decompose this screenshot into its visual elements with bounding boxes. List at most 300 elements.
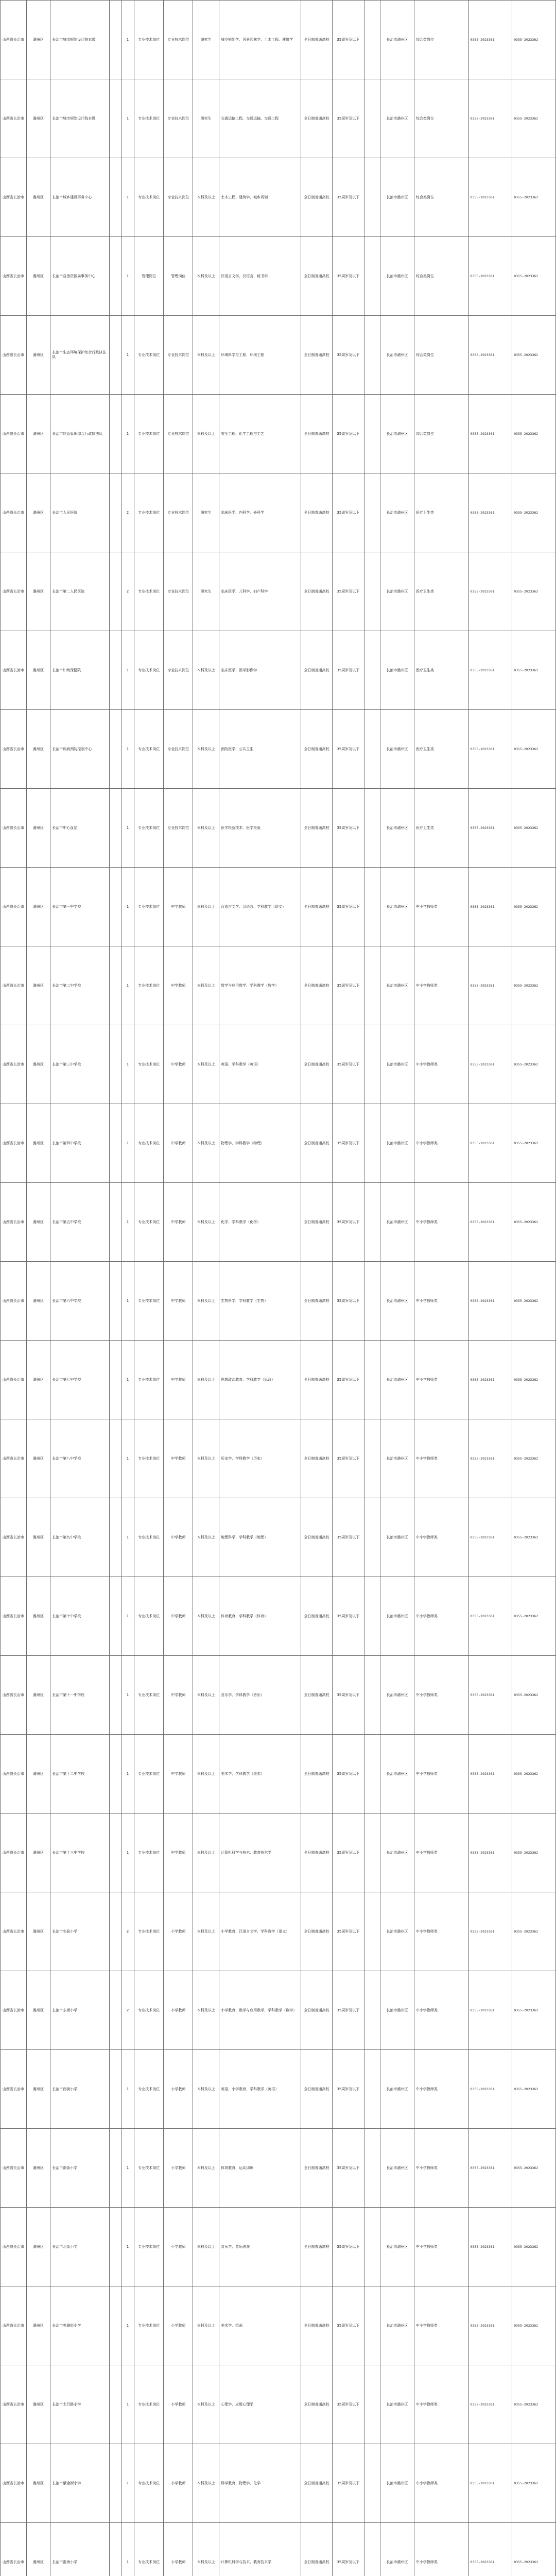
blank-cell (109, 789, 121, 868)
major-cell: 心理学、应用心理学 (219, 2365, 301, 2444)
education-cell: 本科及以上 (193, 1656, 219, 1735)
province-cell: 山西省长治市 (1, 789, 27, 868)
blank-cell (109, 2129, 121, 2208)
table-body (1, 1, 556, 2576)
major-cell: 小学教育、数学与应用数学、学科教学（数学） (219, 1971, 301, 2050)
headcount-cell: 2 (121, 473, 134, 552)
education-cell: 本科及以上 (193, 1262, 219, 1341)
phone-cell: 0355-2023361 (468, 552, 512, 631)
phone-cell: 0355-2023361 (468, 1025, 512, 1104)
table-row (1, 1341, 556, 1419)
note-cell (364, 1656, 380, 1735)
category-cell: 中小学教师类 (414, 868, 468, 946)
education-cell: 研究生 (193, 1, 219, 79)
school-type-cell: 全日制普通高校 (301, 1892, 332, 1971)
school-type-cell: 全日制普通高校 (301, 473, 332, 552)
fax-cell: 0355-2023362 (512, 395, 556, 473)
post-name-cell: 小学教师 (164, 1971, 193, 2050)
education-cell: 本科及以上 (193, 2523, 219, 2576)
post-name-cell: 小学教师 (164, 2444, 193, 2523)
headcount-cell: 1 (121, 789, 134, 868)
phone-cell: 0355-2023361 (468, 946, 512, 1025)
post-type-cell: 专业技术岗位 (134, 1, 164, 79)
unit-cell: 长治市第十一中学校 (50, 1656, 109, 1735)
age-cell: 35周岁及以下 (333, 1814, 364, 1892)
age-cell: 35周岁及以下 (333, 1656, 364, 1735)
unit-cell: 长治市第八中学校 (50, 1419, 109, 1498)
major-cell: 物理学、学科教学（物理） (219, 1104, 301, 1183)
post-name-cell: 小学教师 (164, 2208, 193, 2286)
table-row (1, 1971, 556, 2050)
fax-cell: 0355-2023362 (512, 158, 556, 237)
note-cell (364, 1971, 380, 2050)
major-cell: 土木工程、建筑学、城乡规划 (219, 158, 301, 237)
post-type-cell: 专业技术岗位 (134, 1183, 164, 1262)
headcount-cell: 2 (121, 552, 134, 631)
note-cell (364, 79, 380, 158)
blank-cell (109, 946, 121, 1025)
post-name-cell: 专业技术岗位 (164, 710, 193, 789)
category-cell: 中小学教师类 (414, 1656, 468, 1735)
category-cell: 中小学教师类 (414, 2129, 468, 2208)
age-cell: 35周岁及以下 (333, 2208, 364, 2286)
phone-cell: 0355-2023361 (468, 237, 512, 316)
phone-cell: 0355-2023361 (468, 473, 512, 552)
table-row (1, 237, 556, 316)
education-cell: 本科及以上 (193, 1419, 219, 1498)
education-cell: 研究生 (193, 473, 219, 552)
note-cell (364, 1735, 380, 1814)
location-cell: 长治市潞州区 (380, 789, 414, 868)
school-type-cell: 全日制普通高校 (301, 1262, 332, 1341)
category-cell: 综合类岗位 (414, 79, 468, 158)
fax-cell: 0355-2023362 (512, 473, 556, 552)
unit-cell: 长治市第七中学校 (50, 1341, 109, 1419)
school-type-cell: 全日制普通高校 (301, 1419, 332, 1498)
phone-cell: 0355-2023361 (468, 1262, 512, 1341)
table-row (1, 946, 556, 1025)
phone-cell: 0355-2023361 (468, 1183, 512, 1262)
school-type-cell: 全日制普通高校 (301, 789, 332, 868)
fax-cell: 0355-2023362 (512, 1971, 556, 2050)
headcount-cell: 2 (121, 1971, 134, 2050)
major-cell: 音乐学、学科教学（音乐） (219, 1656, 301, 1735)
table-row (1, 1814, 556, 1892)
note-cell (364, 1, 380, 79)
phone-cell: 0355-2023361 (468, 1, 512, 79)
blank-cell (109, 1183, 121, 1262)
district-cell: 潞州区 (26, 2129, 50, 2208)
education-cell: 本科及以上 (193, 946, 219, 1025)
fax-cell: 0355-2023362 (512, 1183, 556, 1262)
table-row (1, 1735, 556, 1814)
category-cell: 综合类岗位 (414, 158, 468, 237)
category-cell: 中小学教师类 (414, 1498, 468, 1577)
headcount-cell: 1 (121, 2050, 134, 2129)
province-cell: 山西省长治市 (1, 2444, 27, 2523)
location-cell: 长治市潞州区 (380, 473, 414, 552)
category-cell: 中小学教师类 (414, 1892, 468, 1971)
fax-cell: 0355-2023362 (512, 2208, 556, 2286)
post-type-cell: 专业技术岗位 (134, 79, 164, 158)
post-name-cell: 专业技术岗位 (164, 789, 193, 868)
blank-cell (109, 2208, 121, 2286)
province-cell: 山西省长治市 (1, 395, 27, 473)
fax-cell: 0355-2023362 (512, 1892, 556, 1971)
location-cell: 长治市潞州区 (380, 237, 414, 316)
fax-cell: 0355-2023362 (512, 2365, 556, 2444)
education-cell: 本科及以上 (193, 1498, 219, 1577)
location-cell: 长治市潞州区 (380, 1498, 414, 1577)
note-cell (364, 1577, 380, 1656)
major-cell: 安全工程、化学工程与工艺 (219, 395, 301, 473)
location-cell: 长治市潞州区 (380, 868, 414, 946)
unit-cell: 长治市第十二中学校 (50, 1735, 109, 1814)
age-cell: 35周岁及以下 (333, 2286, 364, 2365)
post-name-cell: 中学教师 (164, 1104, 193, 1183)
major-cell: 美术学、绘画 (219, 2286, 301, 2365)
headcount-cell: 1 (121, 868, 134, 946)
note-cell (364, 2286, 380, 2365)
category-cell: 中小学教师类 (414, 946, 468, 1025)
school-type-cell: 全日制普通高校 (301, 237, 332, 316)
district-cell: 潞州区 (26, 158, 50, 237)
phone-cell: 0355-2023361 (468, 1656, 512, 1735)
unit-cell: 长治市第十三中学校 (50, 1814, 109, 1892)
blank-cell (109, 1341, 121, 1419)
education-cell: 本科及以上 (193, 1971, 219, 2050)
blank-cell (109, 316, 121, 395)
note-cell (364, 1892, 380, 1971)
district-cell: 潞州区 (26, 2050, 50, 2129)
education-cell: 本科及以上 (193, 2050, 219, 2129)
post-name-cell: 中学教师 (164, 868, 193, 946)
table-row (1, 2129, 556, 2208)
blank-cell (109, 1971, 121, 2050)
note-cell (364, 2129, 380, 2208)
headcount-cell: 2 (121, 1892, 134, 1971)
unit-cell: 长治市中心血站 (50, 789, 109, 868)
fax-cell: 0355-2023362 (512, 1025, 556, 1104)
category-cell: 中小学教师类 (414, 1971, 468, 2050)
fax-cell: 0355-2023362 (512, 2523, 556, 2576)
category-cell: 中小学教师类 (414, 2208, 468, 2286)
major-cell: 历史学、学科教学（历史） (219, 1419, 301, 1498)
location-cell: 长治市潞州区 (380, 1341, 414, 1419)
headcount-cell: 1 (121, 1183, 134, 1262)
headcount-cell: 1 (121, 2444, 134, 2523)
district-cell: 潞州区 (26, 1971, 50, 2050)
headcount-cell: 1 (121, 158, 134, 237)
headcount-cell: 1 (121, 2208, 134, 2286)
district-cell: 潞州区 (26, 631, 50, 710)
age-cell: 35周岁及以下 (333, 789, 364, 868)
age-cell: 35周岁及以下 (333, 473, 364, 552)
province-cell: 山西省长治市 (1, 1104, 27, 1183)
location-cell: 长治市潞州区 (380, 1104, 414, 1183)
province-cell: 山西省长治市 (1, 2365, 27, 2444)
post-name-cell: 小学教师 (164, 1892, 193, 1971)
school-type-cell: 全日制普通高校 (301, 395, 332, 473)
category-cell: 中小学教师类 (414, 1814, 468, 1892)
category-cell: 中小学教师类 (414, 1104, 468, 1183)
age-cell: 35周岁及以下 (333, 2365, 364, 2444)
district-cell: 潞州区 (26, 79, 50, 158)
major-cell: 城乡规划学、风景园林学、土木工程、建筑学 (219, 1, 301, 79)
headcount-cell: 1 (121, 710, 134, 789)
location-cell: 长治市潞州区 (380, 1971, 414, 2050)
province-cell: 山西省长治市 (1, 1814, 27, 1892)
category-cell: 中小学教师类 (414, 1577, 468, 1656)
school-type-cell: 全日制普通高校 (301, 2129, 332, 2208)
phone-cell: 0355-2023361 (468, 631, 512, 710)
note-cell (364, 2208, 380, 2286)
district-cell: 潞州区 (26, 1892, 50, 1971)
post-type-cell: 专业技术岗位 (134, 2208, 164, 2286)
education-cell: 本科及以上 (193, 1814, 219, 1892)
note-cell (364, 2050, 380, 2129)
location-cell: 长治市潞州区 (380, 79, 414, 158)
location-cell: 长治市潞州区 (380, 1419, 414, 1498)
note-cell (364, 1341, 380, 1419)
note-cell (364, 552, 380, 631)
blank-cell (109, 2365, 121, 2444)
headcount-cell: 1 (121, 79, 134, 158)
major-cell: 科学教育、物理学、化学 (219, 2444, 301, 2523)
school-type-cell: 全日制普通高校 (301, 1735, 332, 1814)
district-cell: 潞州区 (26, 1341, 50, 1419)
major-cell: 音乐学、音乐表演 (219, 2208, 301, 2286)
province-cell: 山西省长治市 (1, 316, 27, 395)
table-row (1, 158, 556, 237)
school-type-cell: 全日制普通高校 (301, 2286, 332, 2365)
age-cell: 35周岁及以下 (333, 79, 364, 158)
blank-cell (109, 1025, 121, 1104)
education-cell: 本科及以上 (193, 1104, 219, 1183)
post-type-cell: 管理岗位 (134, 237, 164, 316)
blank-cell (109, 552, 121, 631)
fax-cell: 0355-2023362 (512, 1262, 556, 1341)
headcount-cell: 1 (121, 946, 134, 1025)
note-cell (364, 2365, 380, 2444)
category-cell: 中小学教师类 (414, 2050, 468, 2129)
headcount-cell: 1 (121, 1104, 134, 1183)
post-name-cell: 专业技术岗位 (164, 316, 193, 395)
major-cell: 计算机科学与技术、教育技术学 (219, 2523, 301, 2576)
age-cell: 35周岁及以下 (333, 1577, 364, 1656)
unit-cell: 长治市英雄街小学 (50, 2286, 109, 2365)
unit-cell: 长治市紫金街小学 (50, 2444, 109, 2523)
district-cell: 潞州区 (26, 1, 50, 79)
fax-cell: 0355-2023362 (512, 1814, 556, 1892)
age-cell: 35周岁及以下 (333, 631, 364, 710)
category-cell: 中小学教师类 (414, 2286, 468, 2365)
table-row (1, 710, 556, 789)
unit-cell: 长治市第六中学校 (50, 1262, 109, 1341)
major-cell: 医学检验技术、医学检验 (219, 789, 301, 868)
education-cell: 本科及以上 (193, 1183, 219, 1262)
category-cell: 中小学教师类 (414, 2444, 468, 2523)
district-cell: 潞州区 (26, 1735, 50, 1814)
phone-cell: 0355-2023361 (468, 2286, 512, 2365)
fax-cell: 0355-2023362 (512, 789, 556, 868)
note-cell (364, 158, 380, 237)
category-cell: 医疗卫生类 (414, 473, 468, 552)
unit-cell: 长治市城乡建设事务中心 (50, 158, 109, 237)
province-cell: 山西省长治市 (1, 631, 27, 710)
major-cell: 汉语言文学、汉语言、学科教学（语文） (219, 868, 301, 946)
post-name-cell: 小学教师 (164, 2365, 193, 2444)
province-cell: 山西省长治市 (1, 2208, 27, 2286)
location-cell: 长治市潞州区 (380, 1262, 414, 1341)
school-type-cell: 全日制普通高校 (301, 1341, 332, 1419)
table-row (1, 2286, 556, 2365)
school-type-cell: 全日制普通高校 (301, 631, 332, 710)
post-name-cell: 专业技术岗位 (164, 79, 193, 158)
blank-cell (109, 1656, 121, 1735)
post-name-cell: 中学教师 (164, 946, 193, 1025)
province-cell: 山西省长治市 (1, 552, 27, 631)
post-type-cell: 专业技术岗位 (134, 2523, 164, 2576)
post-type-cell: 专业技术岗位 (134, 1025, 164, 1104)
province-cell: 山西省长治市 (1, 1183, 27, 1262)
unit-cell: 长治市第五中学校 (50, 1183, 109, 1262)
post-type-cell: 专业技术岗位 (134, 1498, 164, 1577)
school-type-cell: 全日制普通高校 (301, 316, 332, 395)
province-cell: 山西省长治市 (1, 1262, 27, 1341)
fax-cell: 0355-2023362 (512, 237, 556, 316)
blank-cell (109, 2050, 121, 2129)
district-cell: 潞州区 (26, 710, 50, 789)
major-cell: 体育教育、学科教学（体育） (219, 1577, 301, 1656)
province-cell: 山西省长治市 (1, 158, 27, 237)
education-cell: 本科及以上 (193, 395, 219, 473)
fax-cell: 0355-2023362 (512, 1341, 556, 1419)
unit-cell: 长治市人民医院 (50, 473, 109, 552)
post-type-cell: 专业技术岗位 (134, 316, 164, 395)
blank-cell (109, 395, 121, 473)
phone-cell: 0355-2023361 (468, 1577, 512, 1656)
unit-cell: 长治市南街小学 (50, 2129, 109, 2208)
note-cell (364, 631, 380, 710)
fax-cell: 0355-2023362 (512, 710, 556, 789)
blank-cell (109, 1577, 121, 1656)
unit-cell: 长治市城市规划设计院本级 (50, 79, 109, 158)
province-cell: 山西省长治市 (1, 1971, 27, 2050)
post-name-cell: 中学教师 (164, 1498, 193, 1577)
school-type-cell: 全日制普通高校 (301, 79, 332, 158)
education-cell: 研究生 (193, 79, 219, 158)
post-name-cell: 专业技术岗位 (164, 395, 193, 473)
headcount-cell: 1 (121, 1025, 134, 1104)
location-cell: 长治市潞州区 (380, 2050, 414, 2129)
table-row (1, 552, 556, 631)
unit-cell: 长治市自然资源局事务中心 (50, 237, 109, 316)
location-cell: 长治市潞州区 (380, 552, 414, 631)
table-row (1, 1025, 556, 1104)
age-cell: 35周岁及以下 (333, 1262, 364, 1341)
post-type-cell: 专业技术岗位 (134, 395, 164, 473)
province-cell: 山西省长治市 (1, 2050, 27, 2129)
fax-cell: 0355-2023362 (512, 2286, 556, 2365)
major-cell: 体育教育、运动训练 (219, 2129, 301, 2208)
post-type-cell: 专业技术岗位 (134, 2365, 164, 2444)
province-cell: 山西省长治市 (1, 1341, 27, 1419)
fax-cell: 0355-2023362 (512, 2444, 556, 2523)
fax-cell: 0355-2023362 (512, 79, 556, 158)
major-cell: 生物科学、学科教学（生物） (219, 1262, 301, 1341)
age-cell: 35周岁及以下 (333, 237, 364, 316)
major-cell: 小学教育、汉语言文学、学科教学（语文） (219, 1892, 301, 1971)
education-cell: 本科及以上 (193, 1577, 219, 1656)
post-name-cell: 中学教师 (164, 1341, 193, 1419)
phone-cell: 0355-2023361 (468, 2365, 512, 2444)
phone-cell: 0355-2023361 (468, 2523, 512, 2576)
post-name-cell: 中学教师 (164, 1025, 193, 1104)
district-cell: 潞州区 (26, 395, 50, 473)
age-cell: 35周岁及以下 (333, 1892, 364, 1971)
province-cell: 山西省长治市 (1, 2286, 27, 2365)
category-cell: 中小学教师类 (414, 1262, 468, 1341)
post-name-cell: 专业技术岗位 (164, 631, 193, 710)
category-cell: 医疗卫生类 (414, 789, 468, 868)
table-row (1, 316, 556, 395)
blank-cell (109, 1419, 121, 1498)
note-cell (364, 316, 380, 395)
major-cell: 英语、学科教学（英语） (219, 1025, 301, 1104)
post-type-cell: 专业技术岗位 (134, 2286, 164, 2365)
location-cell: 长治市潞州区 (380, 2365, 414, 2444)
province-cell: 山西省长治市 (1, 1892, 27, 1971)
fax-cell: 0355-2023362 (512, 868, 556, 946)
district-cell: 潞州区 (26, 316, 50, 395)
district-cell: 潞州区 (26, 2208, 50, 2286)
major-cell: 英语、小学教育、学科教学（英语） (219, 2050, 301, 2129)
province-cell: 山西省长治市 (1, 237, 27, 316)
education-cell: 本科及以上 (193, 2365, 219, 2444)
age-cell: 35周岁及以下 (333, 1025, 364, 1104)
province-cell: 山西省长治市 (1, 2523, 27, 2576)
table-row (1, 1419, 556, 1498)
headcount-cell: 1 (121, 631, 134, 710)
fax-cell: 0355-2023362 (512, 2129, 556, 2208)
note-cell (364, 473, 380, 552)
unit-cell: 长治市生态环境保护综合行政执法队 (50, 316, 109, 395)
table-row (1, 2050, 556, 2129)
post-name-cell: 中学教师 (164, 1735, 193, 1814)
education-cell: 研究生 (193, 552, 219, 631)
province-cell: 山西省长治市 (1, 2129, 27, 2208)
phone-cell: 0355-2023361 (468, 1341, 512, 1419)
location-cell: 长治市潞州区 (380, 631, 414, 710)
post-type-cell: 专业技术岗位 (134, 946, 164, 1025)
school-type-cell: 全日制普通高校 (301, 1104, 332, 1183)
category-cell: 综合类岗位 (414, 395, 468, 473)
province-cell: 山西省长治市 (1, 79, 27, 158)
age-cell: 35周岁及以下 (333, 2444, 364, 2523)
school-type-cell: 全日制普通高校 (301, 158, 332, 237)
headcount-cell: 1 (121, 1814, 134, 1892)
table-row (1, 2523, 556, 2576)
province-cell: 山西省长治市 (1, 1419, 27, 1498)
education-cell: 本科及以上 (193, 2208, 219, 2286)
phone-cell: 0355-2023361 (468, 710, 512, 789)
province-cell: 山西省长治市 (1, 1498, 27, 1577)
table-row (1, 789, 556, 868)
major-cell: 计算机科学与技术、教育技术学 (219, 1814, 301, 1892)
phone-cell: 0355-2023361 (468, 789, 512, 868)
note-cell (364, 946, 380, 1025)
